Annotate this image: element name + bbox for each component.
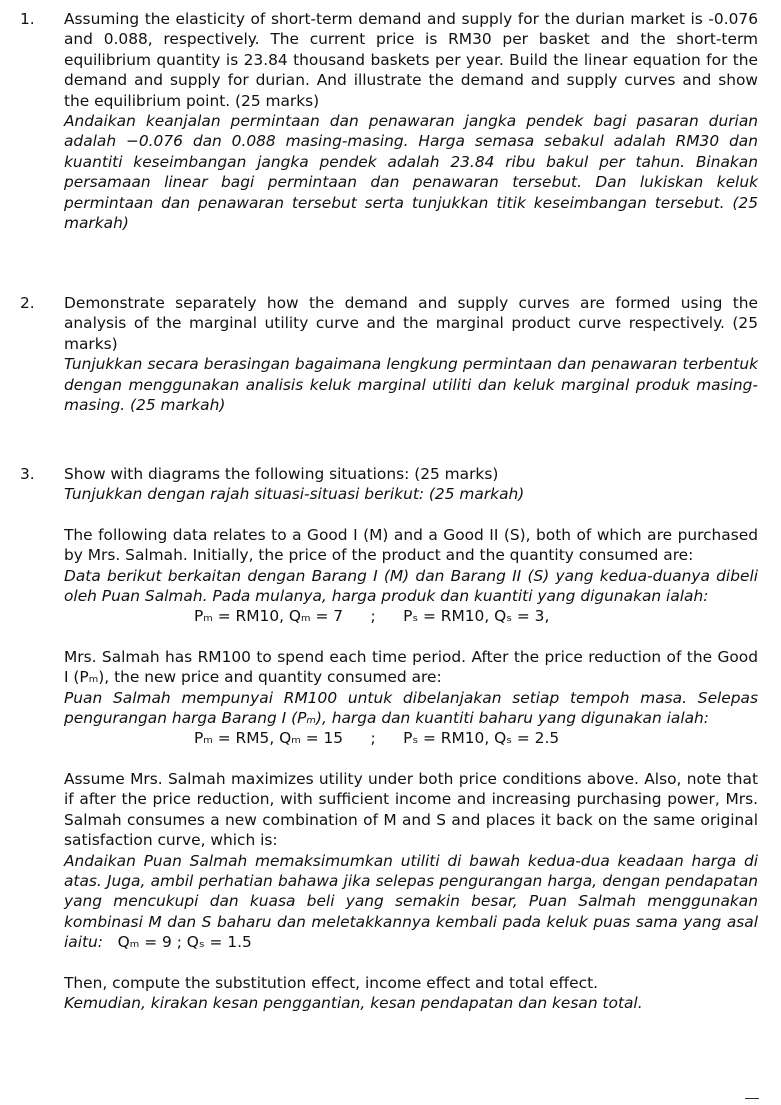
question-1-malay: Andaikan keanjalan permintaan dan penawaran jangka pendek bagi pasaran durian adalah −0.076 dan 0.088 masing-masing. Harga semasa sebakul adalah RM30 dan kuantiti keseimbangan jangka pendek adalah 23.84 ribu bakul per tahun. Binakan persamaan linear bagi permintaan dan penawaran tersebut. Dan lukiskan keluk permintaan dan penawaran tersebut serta tunjukkan titik keseimbangan tersebut. (25 markah) [64, 112, 758, 233]
question-number: 1. [20, 10, 35, 28]
compensated-quantity-formula: Qₘ = 9 ; Qₛ = 1.5 [117, 933, 252, 952]
question-3-para3-malay [64, 851, 758, 953]
question-3-para4-malay: Kemudian, kirakan kesan penggantian, kesan pendapatan dan kesan total. [64, 993, 643, 1012]
formula-good-s: Pₛ = RM10, Qₛ = 3, [403, 607, 550, 626]
question-3-para4-english: Then, compute the substitution effect, income effect and total effect. [64, 973, 599, 992]
question-2-malay: Tunjukkan secara berasingan bagaimana lengkung permintaan dan penawaran terbentuk dengan menggunakan analisis keluk marginal utiliti dan keluk marginal produk masing-masing. (25 markah) [64, 355, 758, 415]
question-number: 2. [20, 294, 35, 312]
question-3-para3-english: Assume Mrs. Salmah maximizes utility under both price conditions above. Also, note that if after the price reduction, with sufficient income and increasing purchasing power, Mrs. Salmah consumes a new combination of M and S and places it back on the same original satisfaction curve, which is: [64, 769, 758, 850]
page-edge-mark [745, 1098, 759, 1105]
question-3-intro-english: Show with diagrams the following situations: (25 marks) [64, 465, 499, 483]
formula-separator: ; [370, 729, 376, 748]
question-3-para2-malay: Puan Salmah mempunyai RM100 untuk dibelanjakan setiap tempoh masa. Selepas pengurangan harga Barang I (Pₘ), harga dan kuantiti baharu yang digunakan ialah: [64, 688, 758, 728]
new-prices-formula [64, 728, 758, 748]
question-number: 3. [20, 465, 35, 483]
question-3 [20, 464, 758, 1013]
question-3-para1-malay: Data berikut berkaitan dengan Barang I (M) dan Barang II (S) yang kedua-duanya dibeli oleh Puan Salmah. Pada mulanya, harga produk dan kuantiti yang digunakan ialah: [64, 566, 758, 606]
formula-good-m: Pₘ = RM10, Qₘ = 7 [194, 607, 344, 626]
question-3-para1-english: The following data relates to a Good I (M) and a Good II (S), both of which are purchased by Mrs. Salmah. Initially, the price of the product and the quantity consumed are: [64, 525, 758, 565]
formula-separator: ; [370, 607, 376, 626]
question-1 [20, 9, 758, 233]
question-3-intro-malay: Tunjukkan dengan rajah situasi-situasi berikut: (25 markah) [64, 485, 525, 504]
question-2-english: Demonstrate separately how the demand and supply curves are formed using the analysis of the marginal utility curve and the marginal product curve respectively. (25 marks) [64, 294, 758, 353]
question-2 [20, 293, 758, 415]
initial-prices-formula [64, 606, 758, 626]
formula-good-m: Pₘ = RM5, Qₘ = 15 [194, 729, 344, 748]
question-3-para2-english: Mrs. Salmah has RM100 to spend each time period. After the price reduction of the Good I (Pₘ), the new price and quantity consumed are: [64, 647, 758, 687]
question-3-para3-malay-text: Andaikan Puan Salmah memaksimumkan utiliti di bawah kedua-dua keadaan harga di atas. Juga, ambil perhatian bahawa jika selepas pengurangan harga, dengan pendapatan yang mencukupi dan kuasa beli yang semakin besar, Puan Salmah menggunakan kombinasi M dan S baharu dan meletakkannya kembali pada keluk puas sama yang asal iaitu: [64, 851, 758, 952]
question-1-english: Assuming the elasticity of short-term demand and supply for the durian market is -0.076 and 0.088, respectively. The current price is RM30 per basket and the short-term equilibrium quantity is 23.84 thousand baskets per year. Build the linear equation for the demand and supply for durian. And illustrate the demand and supply curves and show the equilibrium point. (25 marks) [64, 10, 758, 110]
formula-good-s: Pₛ = RM10, Qₛ = 2.5 [403, 729, 560, 748]
